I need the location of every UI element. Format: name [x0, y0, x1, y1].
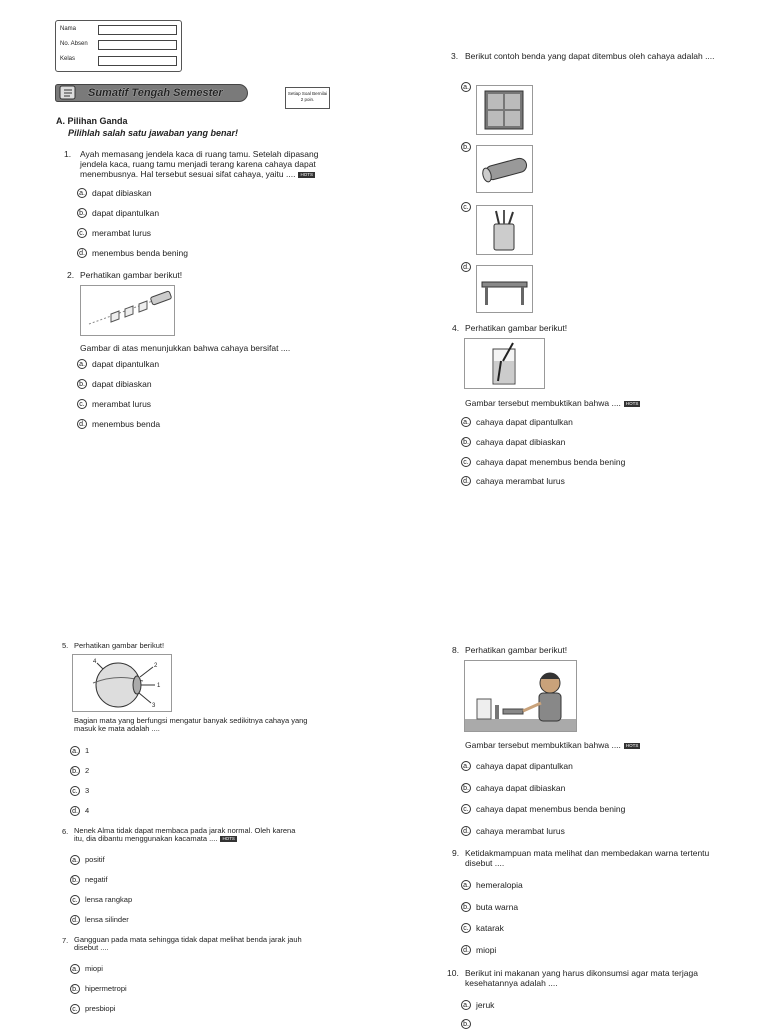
q3-option-b[interactable]: b. [461, 142, 476, 152]
q7-option-c[interactable]: c. presbiopi [70, 1004, 115, 1014]
q2-caption: Gambar di atas menunjukkan bahwa cahaya bersifat .... [80, 343, 291, 353]
q8-boy-flashlight-image [464, 660, 577, 732]
q5-caption: Bagian mata yang berfungsi mengatur banyak sedikitnya cahaya yang masuk ke mata adalah .... [74, 716, 308, 733]
q6-text: Nenek Alma tidak dapat membaca pada jarak normal. Oleh karena itu, dia dibantu menggunakan kacamata .... HOTS [74, 826, 296, 843]
q6-option-c[interactable]: c. lensa rangkap [70, 895, 132, 905]
eye-label-1: 1 [157, 683, 161, 689]
q2-option-b[interactable]: b. dapat dibiaskan [77, 379, 152, 389]
q4-option-d[interactable]: d. cahaya merambat lurus [461, 476, 565, 486]
absen-label: No. Absen [60, 41, 88, 47]
q2-text: Perhatikan gambar berikut! [80, 270, 183, 280]
q1-number: 1. [64, 149, 72, 159]
q7-option-b[interactable]: b. hipermetropi [70, 984, 127, 994]
q6-option-a[interactable]: a. positif [70, 855, 105, 865]
q6-option-d[interactable]: d. lensa silinder [70, 915, 129, 925]
nama-field[interactable] [98, 25, 177, 35]
book-icon [58, 84, 78, 102]
q8-number: 8. [452, 645, 460, 655]
q7-text: Gangguan pada mata sehingga tidak dapat melihat benda jarak jauh disebut .... [74, 935, 302, 952]
q5-eye-diagram [72, 654, 172, 712]
q10-text: Berikut ini makanan yang harus dikonsumsi agar mata terjaga kesehatannya adalah .... [465, 968, 698, 988]
q7-number: 7. [62, 936, 69, 945]
q2-option-d[interactable]: d. menembus benda [77, 419, 160, 429]
q6-number: 6. [62, 827, 69, 836]
q4-option-b[interactable]: b. cahaya dapat dibiaskan [461, 437, 565, 447]
q4-text: Perhatikan gambar berikut! [465, 323, 568, 333]
q6-option-b[interactable]: b. negatif [70, 875, 108, 885]
q8-option-a[interactable]: a. cahaya dapat dipantulkan [461, 761, 573, 771]
section-heading: A. Pilihan Ganda [56, 116, 128, 126]
kelas-field[interactable] [98, 56, 177, 66]
kelas-label: Kelas [60, 56, 76, 62]
q9-option-b[interactable]: b. buta warna [461, 902, 518, 912]
q3-pencil-cup-image [476, 205, 533, 255]
exam-banner [55, 84, 248, 102]
q4-number: 4. [452, 323, 460, 333]
q3-text: Berikut contoh benda yang dapat ditembus oleh cahaya adalah .... [465, 51, 715, 61]
absen-field[interactable] [98, 40, 177, 50]
q3-table-image [476, 265, 533, 313]
q9-option-a[interactable]: a. hemeralopia [461, 880, 523, 890]
nama-label: Nama [60, 26, 77, 32]
q2-figure-cards-flashlight [80, 285, 175, 336]
q3-window-image [476, 85, 533, 135]
q5-number: 5. [62, 641, 69, 650]
q8-text: Perhatikan gambar berikut! [465, 645, 568, 655]
q8-caption: Gambar tersebut membuktikan bahwa .... HOTS [465, 740, 639, 750]
q4-glass-straw-image [464, 338, 545, 389]
eye-label-2: 2 [154, 663, 158, 669]
q5-option-a[interactable]: a. 1 [70, 746, 89, 756]
q8-option-d[interactable]: d. cahaya merambat lurus [461, 826, 565, 836]
q3-number: 3. [451, 51, 459, 61]
eye-label-3: 3 [152, 703, 156, 709]
hots-badge: HOTS [222, 836, 235, 842]
q10-option-a[interactable]: a. jeruk [461, 1000, 494, 1010]
hots-badge: HOTS [300, 171, 313, 177]
q1-text: Ayah memasang jendela kaca di ruang tamu. Setelah dipasang jendela kaca, ruang tamu menjadi terang karena cahaya dapat menembusnya. Hal tersebut sesuai sifat cahaya, yaitu .... HOTS [80, 149, 319, 179]
q8-option-b[interactable]: b. cahaya dapat dibiaskan [461, 783, 565, 793]
hots-badge: HOTS [625, 400, 639, 406]
q9-option-d[interactable]: d. miopi [461, 945, 496, 955]
q2-number: 2. [67, 270, 75, 280]
section-instruction: Pilihlah salah satu jawaban yang benar! [68, 128, 239, 138]
q2-option-c[interactable]: c. merambat lurus [77, 399, 151, 409]
q9-option-c[interactable]: c. katarak [461, 923, 504, 933]
q3-log-image [476, 145, 533, 193]
eye-label-4: 4 [93, 659, 97, 665]
q1-option-c[interactable]: c. merambat lurus [77, 228, 151, 238]
hots-badge: HOTS [625, 742, 639, 748]
q10-option-b[interactable]: b. [461, 1019, 476, 1029]
q4-option-c[interactable]: c. cahaya dapat menembus benda bening [461, 457, 625, 467]
q3-option-d[interactable]: d. [461, 262, 476, 272]
q1-option-a[interactable]: a. dapat dibiaskan [77, 188, 152, 198]
q8-option-c[interactable]: c. cahaya dapat menembus benda bening [461, 804, 625, 814]
q10-number: 10. [447, 968, 459, 978]
student-id-box [55, 20, 182, 72]
q3-option-a[interactable]: a. [461, 82, 476, 92]
exam-title: Sumatif Tengah Semester [88, 87, 223, 99]
q5-option-b[interactable]: b. 2 [70, 766, 89, 776]
q4-caption: Gambar tersebut membuktikan bahwa .... HOTS [465, 398, 639, 408]
q7-option-a[interactable]: a. miopi [70, 964, 103, 974]
q9-number: 9. [452, 848, 460, 858]
q1-option-b[interactable]: b. dapat dipantulkan [77, 208, 159, 218]
q3-option-c[interactable]: c. [461, 202, 476, 212]
q1-option-d[interactable]: d. menembus benda bening [77, 248, 188, 258]
q4-option-a[interactable]: a. cahaya dapat dipantulkan [461, 417, 573, 427]
q5-option-c[interactable]: c. 3 [70, 786, 89, 796]
score-note: Setiap Soal Bernilai 2 poin. [285, 87, 330, 109]
q9-text: Ketidakmampuan mata melihat dan membedakan warna tertentu disebut .... [465, 848, 710, 868]
q5-text: Perhatikan gambar berikut! [74, 641, 165, 650]
q2-option-a[interactable]: a. dapat dipantulkan [77, 359, 159, 369]
q5-option-d[interactable]: d. 4 [70, 806, 89, 816]
